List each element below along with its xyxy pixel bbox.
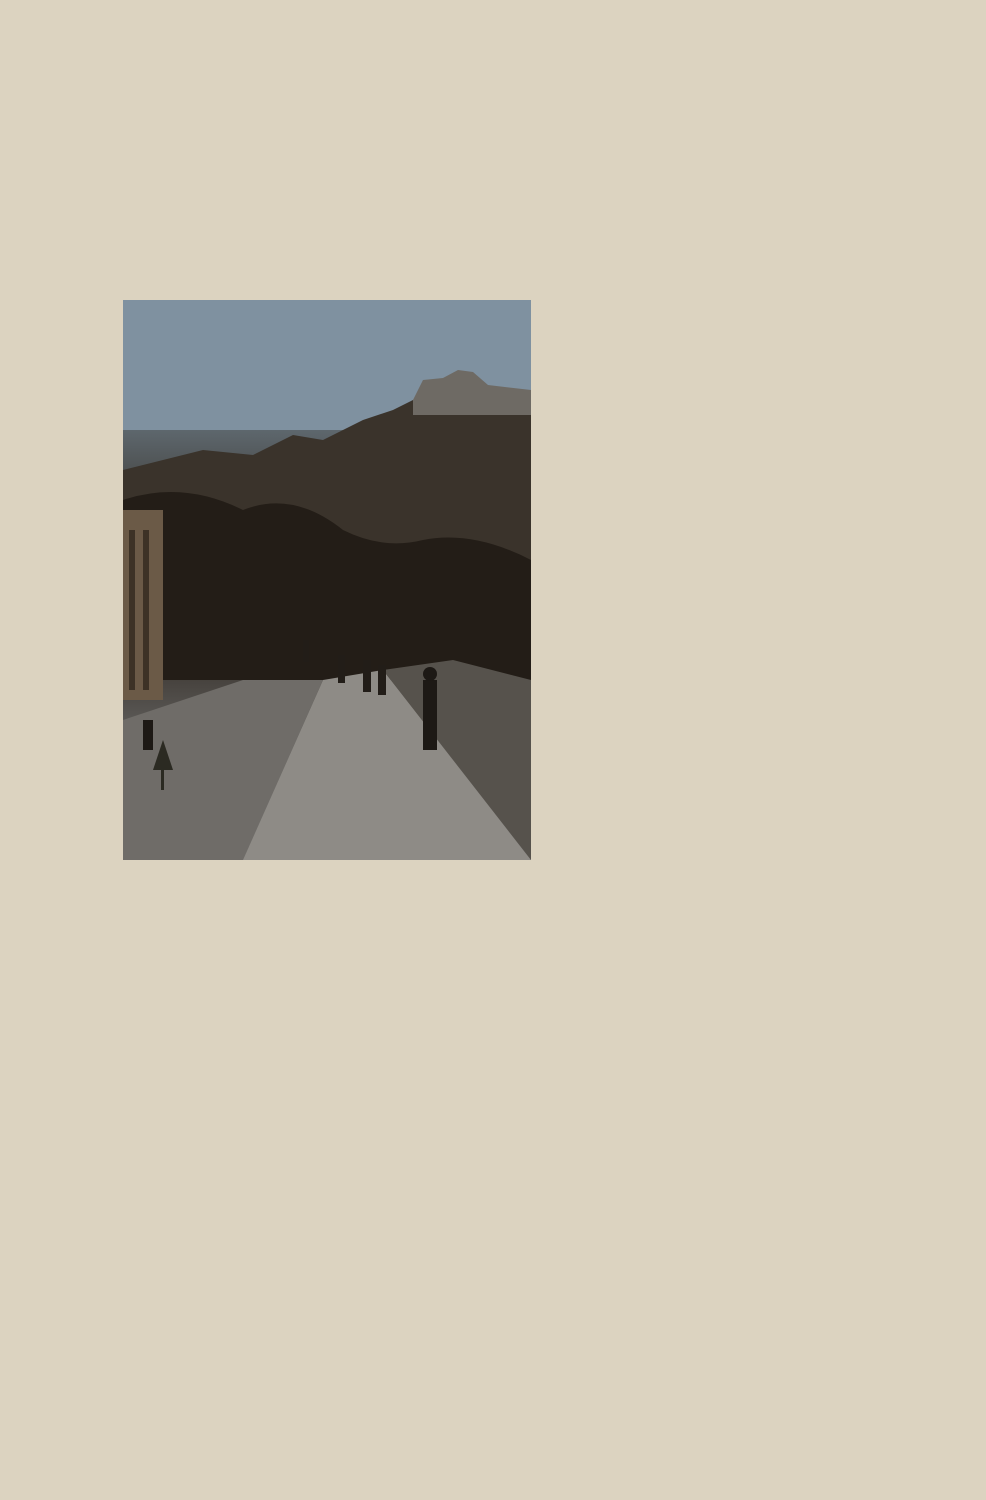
- agora-photo: [123, 300, 531, 860]
